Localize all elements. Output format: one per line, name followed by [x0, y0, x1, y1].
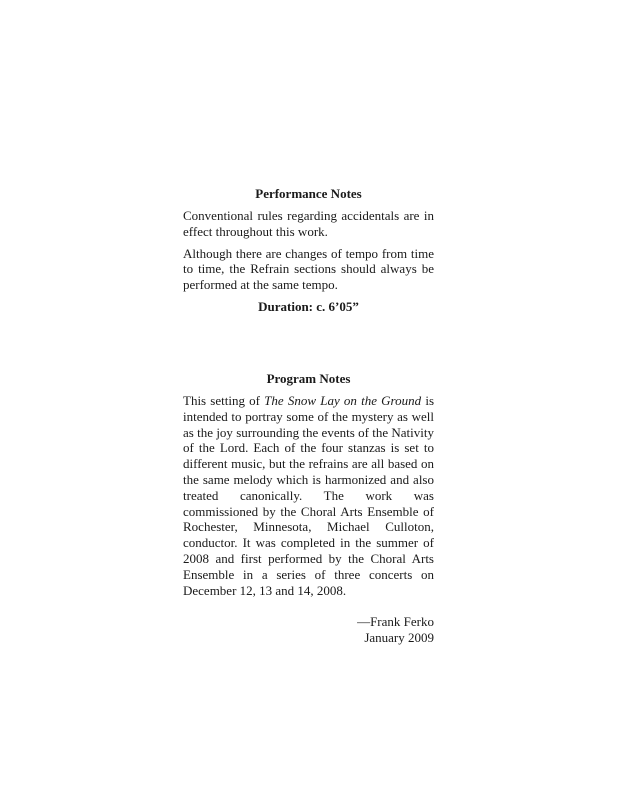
work-title: The Snow Lay on the Ground	[264, 393, 422, 408]
duration-heading: Duration: c. 6’05”	[258, 298, 359, 314]
program-notes-text-start: This setting of	[183, 393, 265, 408]
performance-notes-heading: Performance Notes	[255, 186, 362, 201]
program-notes-paragraph	[183, 393, 434, 598]
program-notes-section	[183, 371, 434, 646]
performance-notes-section	[183, 186, 434, 321]
signature-date: January 2009	[364, 630, 434, 646]
author-name: —Frank Ferko	[357, 614, 434, 630]
program-notes-text-rest: is intended to portray some of the mystery as well as the joy surrounding the events of the Nativity of the Lord. Each of the four stanzas is set to different music, but the refrains are all based on the same melody which is harmonized and also treated canonically. The work was commissioned by the Choral Arts Ensemble of Rochester, Minnesota, Michael Culloton, conductor. It was completed in the summer of 2008 and first performed by the Choral Arts Ensemble in a series of three concerts on December 12, 13 and 14, 2008.	[183, 393, 434, 598]
performance-note-paragraph: Although there are changes of tempo from time to time, the Refrain sections should always be performed at the same tempo.	[183, 245, 434, 293]
program-notes-heading: Program Notes	[266, 371, 351, 386]
signature-block	[183, 614, 434, 646]
performance-note-paragraph: Conventional rules regarding accidentals are in effect throughout this work.	[183, 208, 434, 239]
